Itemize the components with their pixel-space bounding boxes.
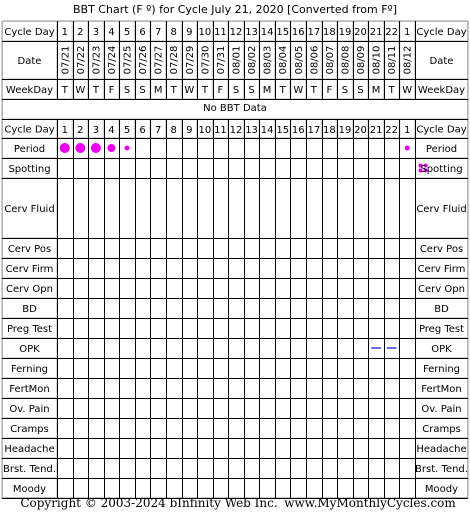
row-label-cycle-day: Cycle Day <box>4 27 55 38</box>
obs-label-right-ov-pain: Ov. Pain <box>421 404 462 415</box>
weekday-label: T <box>61 85 68 96</box>
cycle-day-label: 18 <box>323 27 336 38</box>
obs-label-right-opk: OPK <box>431 344 452 355</box>
date-label: 07/23 <box>91 45 103 75</box>
period-dot <box>60 143 70 153</box>
date-label: 08/06 <box>309 45 321 75</box>
obs-label-right-cramps: Cramps <box>422 424 461 435</box>
cycle-day-label: 6 <box>139 27 146 38</box>
row-label-cycle-day: Cycle Day <box>4 124 55 136</box>
cycle-day-label: 9 <box>186 125 193 136</box>
weekday-label: M <box>371 85 381 96</box>
date-label: 08/07 <box>324 45 336 75</box>
obs-label-opk: OPK <box>19 344 40 355</box>
row-label-right-weekday: WeekDay <box>417 85 466 96</box>
period-dot <box>91 143 101 153</box>
cycle-day-label: 14 <box>260 125 274 136</box>
weekday-label: F <box>217 85 224 96</box>
obs-label-preg-test: Preg Test <box>6 324 53 335</box>
cycle-day-label: 18 <box>323 125 336 136</box>
cycle-day-label: 21 <box>369 125 383 136</box>
cycle-day-label: 2 <box>77 125 84 136</box>
weekday-label: T <box>170 85 177 96</box>
obs-label-cramps: Cramps <box>10 424 49 435</box>
cycle-day-label: 1 <box>404 27 411 38</box>
date-label: 08/08 <box>340 45 352 75</box>
cycle-day-label: 1 <box>61 125 68 136</box>
cycle-day-label: 12 <box>229 27 243 38</box>
date-label: 08/03 <box>262 45 274 75</box>
obs-label-right-period: Period <box>425 144 458 155</box>
obs-label-ov-pain: Ov. Pain <box>9 404 50 415</box>
weekday-label: T <box>310 85 317 96</box>
obs-label-brst-tend: Brst. Tend. <box>3 464 56 475</box>
obs-label-right-cerv-opn: Cerv Opn <box>418 284 465 295</box>
cycle-day-label: 16 <box>291 27 305 38</box>
footer <box>20 496 456 510</box>
cycle-day-label: 1 <box>404 125 411 136</box>
cycle-day-label: 1 <box>61 27 68 38</box>
obs-label-bd: BD <box>22 304 37 315</box>
period-dot <box>125 146 130 151</box>
weekday-label: T <box>92 85 99 96</box>
row-label-right-date: Date <box>429 56 454 67</box>
obs-label-cerv-firm: Cerv Firm <box>5 264 54 275</box>
weekday-label: S <box>357 85 364 96</box>
cycle-day-label: 10 <box>198 27 212 38</box>
weekday-label: W <box>184 85 195 96</box>
weekday-label: S <box>341 85 349 96</box>
obs-label-right-brst-tend: Brst. Tend. <box>415 464 468 475</box>
cycle-day-label: 17 <box>307 27 321 38</box>
weekday-label: W <box>75 85 86 96</box>
cycle-day-label: 11 <box>214 27 227 38</box>
obs-label-spotting: Spotting <box>8 164 51 175</box>
period-dot <box>405 146 410 151</box>
date-label: 08/05 <box>293 45 305 75</box>
obs-label-cerv-pos: Cerv Pos <box>7 244 52 255</box>
cycle-day-label: 14 <box>260 27 274 38</box>
cycle-day-label: 13 <box>245 27 258 38</box>
footer-copyright: Copyright © 2003-2024 bInfinity Web Inc. <box>20 496 278 510</box>
date-label: 07/28 <box>169 45 181 75</box>
weekday-label: T <box>201 85 208 96</box>
obs-label-right-fertmon: FertMon <box>421 384 462 395</box>
date-label: 07/25 <box>122 45 134 75</box>
weekday-label: F <box>108 85 115 96</box>
date-label: 07/21 <box>60 45 72 75</box>
period-dot <box>75 143 85 153</box>
weekday-label: M <box>262 85 272 96</box>
cycle-day-label: 20 <box>354 27 367 38</box>
cycle-day-label: 13 <box>245 125 258 136</box>
cycle-day-label: 19 <box>338 27 352 38</box>
cycle-day-label: 4 <box>108 27 115 38</box>
cycle-day-label: 22 <box>385 125 399 136</box>
obs-label-moody: Moody <box>12 484 47 495</box>
weekday-label: T <box>279 85 286 96</box>
cycle-day-label: 9 <box>186 27 193 38</box>
cycle-day-label: 19 <box>338 125 352 136</box>
chart-title: BBT Chart (F º) for Cycle July 21, 2020 [Converted from Fº] <box>73 3 397 16</box>
obs-label-right-bd: BD <box>434 304 449 315</box>
cycle-day-label: 21 <box>369 27 383 38</box>
cycle-day-label: 15 <box>276 125 290 136</box>
cycle-day-label: 15 <box>276 27 290 38</box>
cycle-day-label: 20 <box>354 125 367 136</box>
cycle-day-label: 5 <box>123 27 131 38</box>
obs-label-right-moody: Moody <box>424 484 459 495</box>
cycle-day-label: 2 <box>77 27 84 38</box>
cycle-day-label: 16 <box>291 125 305 136</box>
weekday-label: S <box>248 85 255 96</box>
cycle-day-label: 10 <box>198 125 212 136</box>
row-label-right-cycle-day: Cycle Day <box>416 124 467 136</box>
obs-label-cerv-fluid: Cerv Fluid <box>4 204 55 215</box>
obs-label-right-cerv-fluid: Cerv Fluid <box>416 204 467 215</box>
weekday-label: S <box>123 85 131 96</box>
obs-label-right-ferning: Ferning <box>422 364 461 375</box>
date-label: 08/12 <box>402 45 414 75</box>
row-label-date: Date <box>17 56 42 67</box>
no-bbt-data-label: No BBT Data <box>203 103 267 114</box>
cycle-day-label: 8 <box>170 125 177 136</box>
cycle-day-label: 6 <box>139 125 146 136</box>
cycle-day-label: 17 <box>307 125 321 136</box>
date-label: 08/04 <box>278 45 290 75</box>
cycle-day-label: 3 <box>92 125 100 136</box>
weekday-label: S <box>139 85 146 96</box>
date-label: 07/22 <box>75 45 87 75</box>
cycle-day-label: 3 <box>92 27 100 38</box>
date-label: 08/02 <box>247 45 259 75</box>
cycle-day-label: 4 <box>108 125 115 136</box>
weekday-label: S <box>232 85 240 96</box>
row-label-right-cycle-day: Cycle Day <box>416 27 467 38</box>
cycle-day-label: 12 <box>229 125 243 136</box>
obs-label-cerv-opn: Cerv Opn <box>6 284 53 295</box>
date-label: 08/11 <box>387 45 399 75</box>
cycle-day-label: 7 <box>154 125 162 136</box>
date-label: 07/24 <box>106 45 118 75</box>
date-label: 07/30 <box>200 45 212 75</box>
date-label: 07/26 <box>138 45 150 75</box>
date-label: 07/29 <box>184 45 196 75</box>
weekday-label: W <box>402 85 413 96</box>
cycle-day-label: 11 <box>214 125 227 136</box>
obs-label-headache: Headache <box>4 444 55 455</box>
row-label-weekday: WeekDay <box>5 85 54 96</box>
weekday-label: M <box>153 85 163 96</box>
cycle-day-label: 5 <box>123 125 131 136</box>
obs-label-right-cerv-pos: Cerv Pos <box>419 244 464 255</box>
weekday-label: T <box>388 85 395 96</box>
obs-label-fertmon: FertMon <box>9 384 50 395</box>
obs-label-right-cerv-firm: Cerv Firm <box>417 264 466 275</box>
cycle-day-label: 8 <box>170 27 177 38</box>
obs-label-ferning: Ferning <box>10 364 49 375</box>
obs-label-period: Period <box>13 144 46 155</box>
date-label: 07/27 <box>153 45 165 75</box>
footer-site: www.MyMonthlyCycles.com <box>284 496 456 510</box>
obs-label-right-headache: Headache <box>416 444 467 455</box>
date-label: 07/31 <box>215 45 227 75</box>
weekday-label: F <box>326 85 333 96</box>
weekday-label: W <box>293 85 304 96</box>
date-label: 08/01 <box>231 45 243 75</box>
cycle-day-label: 7 <box>154 27 162 38</box>
cycle-day-label: 22 <box>385 27 399 38</box>
period-dot <box>107 144 115 152</box>
date-label: 08/10 <box>371 45 383 75</box>
date-label: 08/09 <box>356 45 368 75</box>
obs-label-right-preg-test: Preg Test <box>418 324 465 335</box>
obs-label-right-spotting: Spotting <box>420 164 463 175</box>
